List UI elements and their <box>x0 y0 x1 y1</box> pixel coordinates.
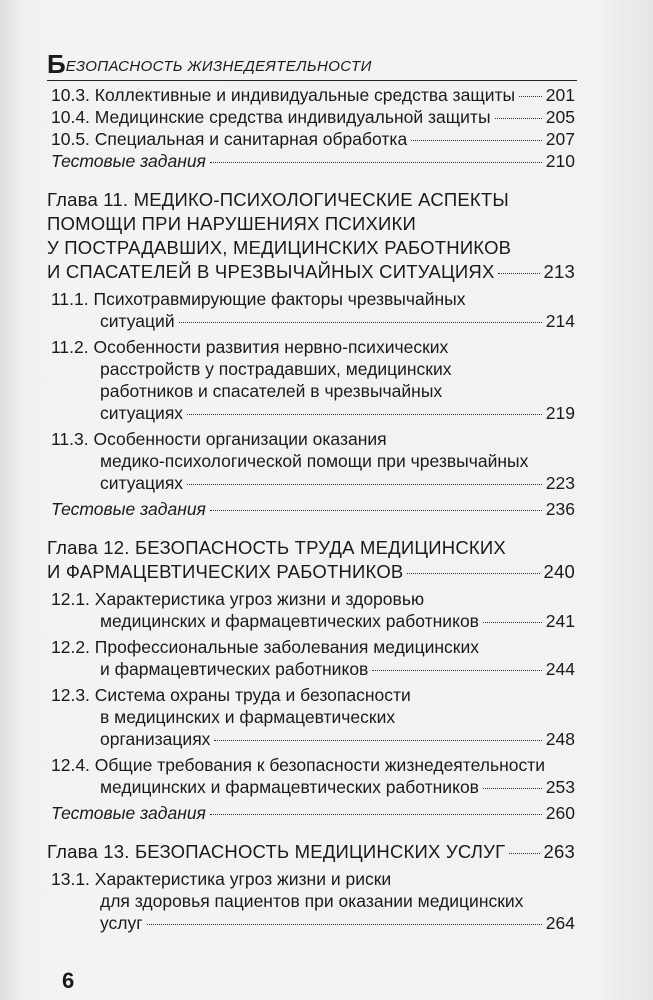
toc-entry-text: расстройств у пострадавших, медицинских <box>100 359 452 379</box>
toc-section <box>51 84 575 106</box>
toc-entry-text: для здоровья пациентов при оказании медицинских <box>100 891 524 911</box>
toc-entry-text: 13.1. Характеристика угроз жизни и риски <box>51 869 392 889</box>
toc-entry-text: 10.3. Коллективные и индивидуальные средства защиты <box>51 85 516 105</box>
toc-page-number: 207 <box>545 129 575 149</box>
toc-section <box>51 428 575 494</box>
dot-leader <box>187 414 542 415</box>
dot-leader <box>187 484 542 485</box>
toc-page-number: 201 <box>545 85 575 105</box>
toc-page-number: 241 <box>545 611 575 631</box>
toc-page-number: 223 <box>545 473 575 493</box>
dot-leader <box>519 96 542 97</box>
toc-entry-text: Глава 13. БЕЗОПАСНОСТЬ МЕДИЦИНСКИХ УСЛУГ <box>47 841 506 862</box>
toc-page-number: 248 <box>545 729 575 749</box>
toc-entry-text: 10.4. Медицинские средства индивидуальной защиты <box>51 107 491 127</box>
toc-section <box>51 336 575 424</box>
header-initial: Б <box>47 49 66 79</box>
toc-entry-text: ситуациях <box>100 403 184 423</box>
toc-entry-text: У ПОСТРАДАВШИХ, МЕДИЦИНСКИХ РАБОТНИКОВ <box>47 237 512 258</box>
toc-page-number: 205 <box>545 107 575 127</box>
toc-page-number: 253 <box>545 777 575 797</box>
toc-entry-text: Тестовые задания <box>51 151 206 171</box>
toc-page-number: 263 <box>543 841 575 862</box>
dot-leader <box>483 788 542 789</box>
toc-entry-text: Тестовые задания <box>51 499 206 519</box>
toc-entry-text: организациях <box>100 729 211 749</box>
toc-section <box>51 288 575 332</box>
toc-entry-text: И СПАСАТЕЛЕЙ В ЧРЕЗВЫЧАЙНЫХ СИТУАЦИЯХ <box>47 261 495 282</box>
dot-leader <box>210 814 542 815</box>
toc-section <box>51 868 575 934</box>
toc-entry-text: 10.5. Специальная и санитарная обработка <box>51 129 408 149</box>
page-number: 6 <box>62 968 75 993</box>
toc-entry-text: медицинских и фармацевтических работников <box>100 777 479 797</box>
toc-entry-text: И ФАРМАЦЕВТИЧЕСКИХ РАБОТНИКОВ <box>47 561 404 582</box>
toc-page-number: 240 <box>543 561 575 582</box>
toc-page-number: 244 <box>545 659 575 679</box>
toc-entry-text: 11.3. Особенности организации оказания <box>51 429 387 449</box>
toc-entry-text: Глава 11. МЕДИКО-ПСИХОЛОГИЧЕСКИЕ АСПЕКТЫ <box>47 189 509 210</box>
toc-entry-text: и фармацевтических работников <box>100 659 369 679</box>
dot-leader <box>509 853 539 854</box>
toc-entry-text: в медицинских и фармацевтических <box>100 707 396 727</box>
header-title: ЕЗОПАСНОСТЬ ЖИЗНЕДЕЯТЕЛЬНОСТИ <box>65 58 372 75</box>
toc-entry-text: ситуациях <box>100 473 184 493</box>
dot-leader <box>214 740 541 741</box>
toc-page-number: 210 <box>545 151 575 171</box>
toc-entry-text: ситуаций <box>100 311 175 331</box>
dot-leader <box>411 140 542 141</box>
toc-entry-text: услуг <box>100 913 143 933</box>
toc-entry-text: 11.1. Психотравмирующие факторы чрезвычайных <box>51 289 466 309</box>
dot-leader <box>483 622 542 623</box>
toc-entry-text: Тестовые задания <box>51 803 206 823</box>
toc-page-number: 213 <box>543 261 575 282</box>
toc-chapter <box>47 188 575 284</box>
toc-entry-text: 11.2. Особенности развития нервно-психических <box>51 337 449 357</box>
toc-section <box>51 128 575 150</box>
toc-tests <box>51 498 575 520</box>
toc-page-number: 214 <box>545 311 575 331</box>
toc-tests <box>51 150 575 172</box>
toc-chapter <box>47 536 575 584</box>
toc-page-number: 260 <box>545 803 575 823</box>
toc-entry-text: 12.1. Характеристика угроз жизни и здоровью <box>51 589 425 609</box>
toc-entry-text: Глава 12. БЕЗОПАСНОСТЬ ТРУДА МЕДИЦИНСКИХ <box>47 537 506 558</box>
dot-leader <box>210 162 542 163</box>
dot-leader <box>147 924 542 925</box>
toc-entry-text: 12.2. Профессиональные заболевания медицинских <box>51 637 479 657</box>
running-header <box>47 50 577 81</box>
dot-leader <box>407 573 539 574</box>
toc-section <box>51 754 575 798</box>
toc-chapter <box>47 840 575 864</box>
toc-section <box>51 684 575 750</box>
toc-entry-text: работников и спасателей в чрезвычайных <box>100 381 443 401</box>
toc-section <box>51 106 575 128</box>
dot-leader <box>179 322 542 323</box>
toc-section <box>51 588 575 632</box>
dot-leader <box>498 273 539 274</box>
toc-section <box>51 636 575 680</box>
toc-tests <box>51 802 575 824</box>
toc-page-number: 236 <box>545 499 575 519</box>
toc-entry-text: медицинских и фармацевтических работников <box>100 611 479 631</box>
dot-leader <box>210 510 542 511</box>
toc-entry-text: 12.4. Общие требования к безопасности жизнедеятельности <box>51 755 546 775</box>
table-of-contents <box>47 84 575 934</box>
toc-page-number: 264 <box>545 913 575 933</box>
toc-page-number: 219 <box>545 403 575 423</box>
toc-entry-text: 12.3. Система охраны труда и безопасности <box>51 685 411 705</box>
toc-entry-text: ПОМОЩИ ПРИ НАРУШЕНИЯХ ПСИХИКИ <box>47 213 416 234</box>
toc-entry-text: медико-психологической помощи при чрезвычайных <box>100 451 529 471</box>
dot-leader <box>495 118 542 119</box>
dot-leader <box>372 670 541 671</box>
